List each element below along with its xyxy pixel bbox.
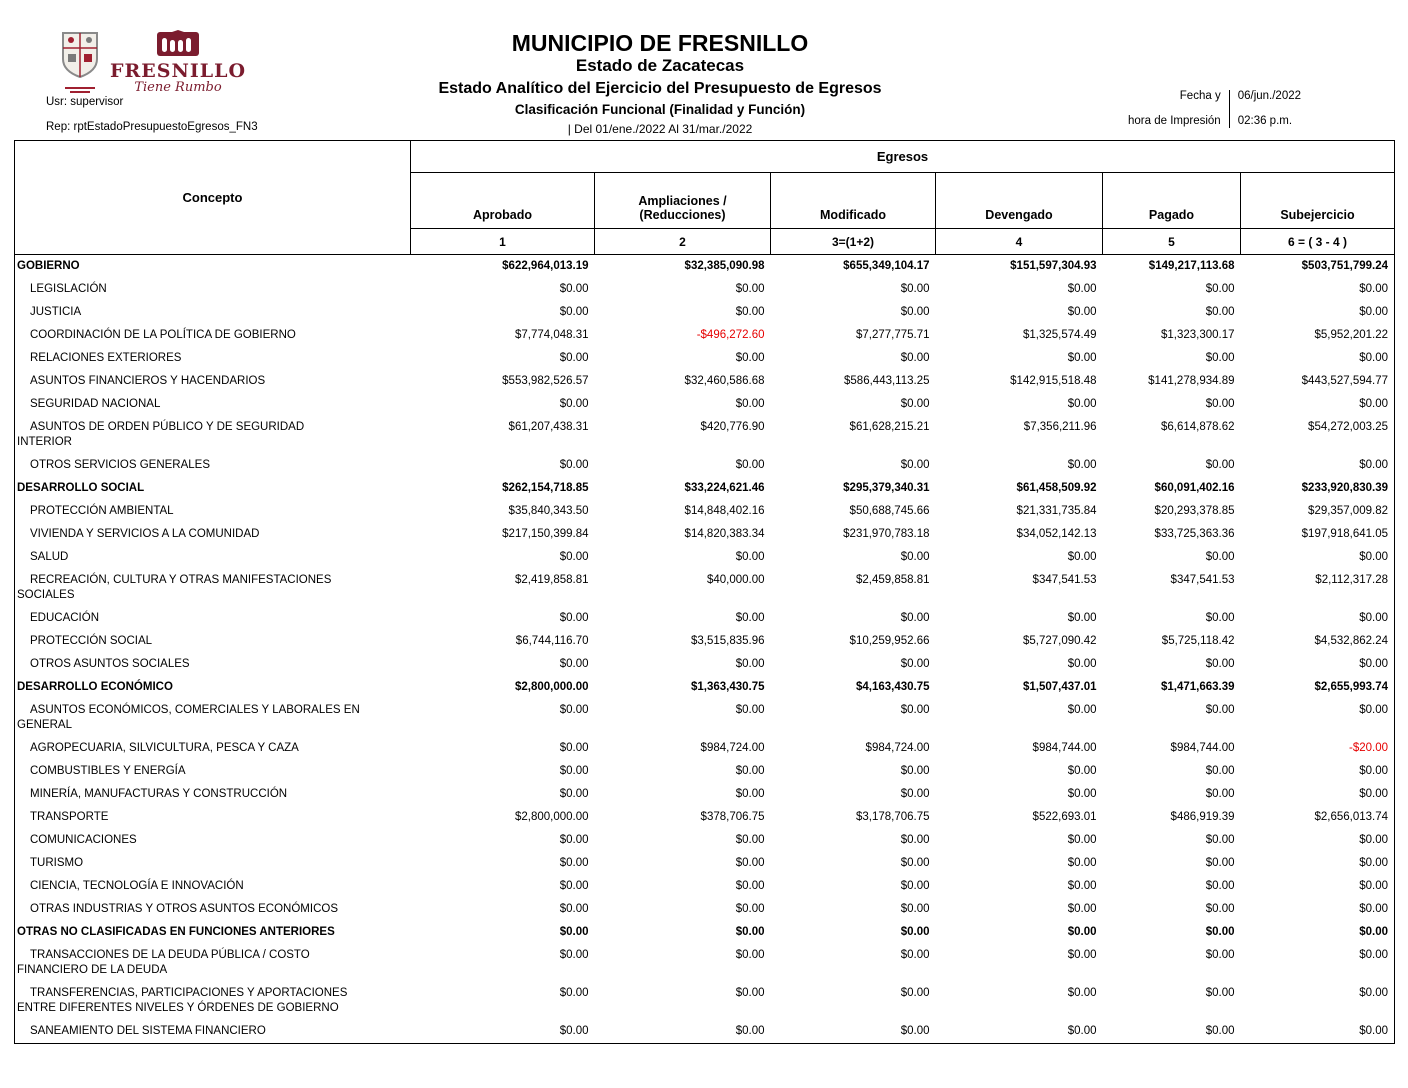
table-row — [15, 416, 1395, 454]
amount-cell: $0.00 — [900, 551, 930, 563]
print-time-label: hora de Impresión — [1128, 115, 1221, 127]
table-row — [15, 676, 1395, 699]
amount-cell: $0.00 — [1067, 834, 1097, 846]
concept-column-header: Concepto — [15, 141, 411, 255]
amount-cell: $0.00 — [735, 1025, 765, 1037]
amount-cell: $0.00 — [735, 306, 765, 318]
amount-cell: $0.00 — [1359, 551, 1388, 563]
amount-cell: $0.00 — [1067, 658, 1097, 670]
column-header-subejercicio: Subejercicio — [1241, 173, 1395, 229]
table-row — [15, 630, 1395, 653]
table-row — [15, 783, 1395, 806]
report-title: Estado Analítico del Ejercicio del Presupuesto de Egresos — [438, 80, 882, 97]
amount-cell: $0.00 — [1067, 987, 1097, 999]
amount-cell: $0.00 — [735, 704, 765, 716]
concept-cell: JUSTICIA — [30, 306, 82, 318]
concept-cell: COORDINACIÓN DE LA POLÍTICA DE GOBIERNO — [30, 329, 296, 341]
concept-cell: DESARROLLO ECONÓMICO — [17, 681, 173, 693]
amount-cell: $0.00 — [559, 788, 589, 800]
concept-cell: RELACIONES EXTERIORES — [30, 352, 182, 364]
amount-cell: $33,224,621.46 — [684, 482, 765, 494]
table-row — [15, 944, 1395, 982]
table-row — [15, 546, 1395, 569]
amount-cell: $0.00 — [559, 459, 589, 471]
amount-cell: $0.00 — [559, 926, 589, 938]
amount-cell: $0.00 — [1205, 398, 1235, 410]
coat-of-arms-icon — [60, 30, 100, 85]
amount-cell: $0.00 — [900, 306, 930, 318]
amount-cell: $0.00 — [1359, 658, 1388, 670]
print-date-value: 06/jun./2022 — [1237, 90, 1302, 102]
amount-cell: $7,277,775.71 — [855, 329, 930, 341]
amount-cell: $0.00 — [1067, 612, 1097, 624]
table-row — [15, 760, 1395, 783]
amount-cell: $0.00 — [1359, 398, 1388, 410]
amount-cell: $0.00 — [735, 987, 765, 999]
amount-cell: $503,751,799.24 — [1301, 260, 1388, 272]
amount-cell: $0.00 — [1067, 459, 1097, 471]
amount-cell: $0.00 — [900, 788, 930, 800]
amount-cell: $0.00 — [1359, 949, 1388, 961]
amount-cell: $1,325,574.49 — [1022, 329, 1097, 341]
table-row — [15, 523, 1395, 546]
amount-cell: $7,356,211.96 — [1023, 421, 1097, 433]
amount-cell: $0.00 — [559, 612, 589, 624]
crest-caption-decoration — [65, 87, 95, 93]
table-row — [15, 737, 1395, 760]
amount-cell: $0.00 — [735, 658, 765, 670]
amount-cell: $443,527,594.77 — [1301, 375, 1388, 387]
amount-cell: $4,532,862.24 — [1314, 635, 1388, 647]
concept-cell: SALUD — [30, 551, 69, 563]
amount-cell: $0.00 — [1359, 704, 1388, 716]
amount-cell: $0.00 — [559, 834, 589, 846]
amount-cell: $21,331,735.84 — [1016, 505, 1097, 517]
amount-cell: $586,443,113.25 — [844, 375, 930, 387]
amount-cell: $0.00 — [559, 987, 589, 999]
concept-cell: DESARROLLO SOCIAL — [17, 482, 145, 494]
amount-cell: $0.00 — [1205, 459, 1235, 471]
report-titles — [150, 30, 1170, 136]
amount-cell: $0.00 — [900, 459, 930, 471]
amount-cell: $0.00 — [1359, 788, 1388, 800]
amount-cell: $29,357,009.82 — [1308, 505, 1388, 517]
amount-cell: $7,774,048.31 — [514, 329, 589, 341]
amount-cell: $0.00 — [559, 880, 589, 892]
table-body — [15, 255, 1395, 1044]
print-meta — [1128, 90, 1301, 128]
amount-cell: $1,363,430.75 — [690, 681, 765, 693]
amount-cell: $0.00 — [900, 949, 930, 961]
egresos-section-header: Egresos — [411, 141, 1395, 173]
amount-cell: $2,800,000.00 — [514, 681, 589, 693]
amount-cell: $0.00 — [900, 1025, 930, 1037]
concept-cell: TURISMO — [30, 857, 84, 869]
amount-cell: $0.00 — [735, 834, 765, 846]
amount-cell: $0.00 — [1205, 788, 1235, 800]
amount-cell: $2,656,013.74 — [1314, 811, 1388, 823]
amount-cell: $0.00 — [735, 398, 765, 410]
column-number-6: 6 = ( 3 - 4 ) — [1241, 229, 1395, 255]
concept-cell: TRANSFERENCIAS, PARTICIPACIONES Y APORTACIONES ENTRE DIFERENTES NIVELES Y ÓRDENES DE GOBIERNO — [17, 987, 348, 1014]
table-row — [15, 278, 1395, 301]
amount-cell: $0.00 — [559, 742, 589, 754]
amount-cell: $0.00 — [559, 1025, 589, 1037]
amount-cell: $295,379,340.31 — [843, 482, 930, 494]
concept-cell: LEGISLACIÓN — [30, 283, 107, 295]
budget-table — [14, 140, 1395, 1044]
amount-cell: $0.00 — [900, 903, 930, 915]
column-header-devengado: Devengado — [936, 173, 1103, 229]
table-row — [15, 653, 1395, 676]
table-row — [15, 477, 1395, 500]
amount-cell: $0.00 — [735, 949, 765, 961]
amount-cell: $0.00 — [900, 612, 930, 624]
amount-cell: $0.00 — [1205, 658, 1235, 670]
amount-cell: $655,349,104.17 — [843, 260, 930, 272]
amount-cell: $0.00 — [1067, 551, 1097, 563]
amount-cell: $0.00 — [1359, 926, 1388, 938]
concept-cell: EDUCACIÓN — [30, 612, 100, 624]
amount-cell: $0.00 — [559, 306, 589, 318]
amount-cell: $0.00 — [1359, 1025, 1388, 1037]
column-number-1: 1 — [411, 229, 595, 255]
amount-cell: $0.00 — [1205, 903, 1235, 915]
amount-cell: $0.00 — [900, 857, 930, 869]
concept-cell: PROTECCIÓN AMBIENTAL — [30, 505, 174, 517]
amount-cell: $984,724.00 — [700, 742, 765, 754]
column-header-aprobado: Aprobado — [411, 173, 595, 229]
amount-cell: $0.00 — [559, 398, 589, 410]
amount-cell: $0.00 — [1205, 834, 1235, 846]
amount-cell: $20,293,378.85 — [1154, 505, 1235, 517]
amount-cell: $984,724.00 — [865, 742, 930, 754]
amount-cell: -$496,272.60 — [696, 329, 765, 341]
concept-cell: TRANSPORTE — [30, 811, 109, 823]
amount-cell: $0.00 — [1067, 949, 1097, 961]
table-row — [15, 569, 1395, 607]
amount-cell: $5,727,090.42 — [1022, 635, 1097, 647]
table-row — [15, 875, 1395, 898]
amount-cell: $0.00 — [1359, 834, 1388, 846]
amount-cell: $2,112,317.28 — [1315, 574, 1388, 586]
logo-tagline: Tiene Rumbo — [134, 80, 222, 95]
amount-cell: $522,693.01 — [1032, 811, 1097, 823]
amount-cell: $0.00 — [1067, 903, 1097, 915]
amount-cell: $0.00 — [1067, 283, 1097, 295]
amount-cell: $2,655,993.74 — [1314, 681, 1388, 693]
amount-cell: $60,091,402.16 — [1154, 482, 1235, 494]
amount-cell: $0.00 — [900, 880, 930, 892]
amount-cell: -$20.00 — [1348, 742, 1388, 754]
amount-cell: $0.00 — [1067, 1025, 1097, 1037]
amount-cell: $10,259,952.66 — [849, 635, 930, 647]
amount-cell: $4,163,430.75 — [855, 681, 930, 693]
amount-cell: $0.00 — [1067, 352, 1097, 364]
amount-cell: $61,458,509.92 — [1016, 482, 1097, 494]
amount-cell: $34,052,142.13 — [1016, 528, 1097, 540]
amount-cell: $0.00 — [735, 765, 765, 777]
amount-cell: $0.00 — [1359, 459, 1388, 471]
concept-cell: SANEAMIENTO DEL SISTEMA FINANCIERO — [30, 1025, 266, 1037]
amount-cell: $0.00 — [1205, 1025, 1235, 1037]
table-row — [15, 324, 1395, 347]
amount-cell: $0.00 — [1205, 926, 1235, 938]
amount-cell: $142,915,518.48 — [1010, 375, 1097, 387]
amount-cell: $33,725,363.36 — [1154, 528, 1235, 540]
amount-cell: $0.00 — [1359, 857, 1388, 869]
amount-cell: $0.00 — [559, 903, 589, 915]
amount-cell: $0.00 — [1067, 857, 1097, 869]
amount-cell: $0.00 — [1359, 352, 1388, 364]
amount-cell: $231,970,783.18 — [843, 528, 930, 540]
amount-cell: $0.00 — [735, 459, 765, 471]
amount-cell: $0.00 — [1067, 765, 1097, 777]
table-row — [15, 1020, 1395, 1044]
amount-cell: $0.00 — [1067, 398, 1097, 410]
amount-cell: $233,920,830.39 — [1301, 482, 1388, 494]
amount-cell: $14,820,383.34 — [684, 528, 765, 540]
amount-cell: $0.00 — [900, 834, 930, 846]
amount-cell: $0.00 — [559, 704, 589, 716]
table-row — [15, 921, 1395, 944]
amount-cell: $420,776.90 — [700, 421, 765, 433]
concept-cell: TRANSACCIONES DE LA DEUDA PÚBLICA / COSTO FINANCIERO DE LA DEUDA — [17, 949, 310, 976]
concept-cell: ASUNTOS FINANCIEROS Y HACENDARIOS — [30, 375, 266, 387]
table-row — [15, 454, 1395, 477]
column-header-pagado: Pagado — [1103, 173, 1241, 229]
amount-cell: $0.00 — [1205, 987, 1235, 999]
amount-cell: $54,272,003.25 — [1308, 421, 1388, 433]
amount-cell: $0.00 — [1205, 306, 1235, 318]
amount-cell: $3,178,706.75 — [855, 811, 930, 823]
concept-cell: RECREACIÓN, CULTURA Y OTRAS MANIFESTACIONES SOCIALES — [17, 574, 332, 601]
report-id-label: Rep: rptEstadoPresupuestoEgresos_FN3 — [46, 121, 258, 133]
amount-cell: $378,706.75 — [700, 811, 765, 823]
classification-subtitle: Clasificación Funcional (Finalidad y Función) — [514, 102, 806, 117]
amount-cell: $0.00 — [900, 765, 930, 777]
concept-cell: AGROPECUARIA, SILVICULTURA, PESCA Y CAZA — [30, 742, 299, 754]
amount-cell: $0.00 — [559, 765, 589, 777]
concept-cell: OTROS ASUNTOS SOCIALES — [30, 658, 190, 670]
print-time-value: 02:36 p.m. — [1237, 115, 1293, 127]
amount-cell: $149,217,113.68 — [1148, 260, 1235, 272]
amount-cell: $0.00 — [1359, 765, 1388, 777]
amount-cell: $197,918,641.05 — [1301, 528, 1388, 540]
table-row — [15, 898, 1395, 921]
amount-cell: $151,597,304.93 — [1010, 260, 1097, 272]
amount-cell: $0.00 — [1205, 857, 1235, 869]
period-label: | Del 01/ene./2022 Al 31/mar./2022 — [567, 122, 753, 136]
table-row — [15, 607, 1395, 630]
amount-cell: $0.00 — [900, 704, 930, 716]
amount-cell: $0.00 — [1067, 306, 1097, 318]
amount-cell: $0.00 — [1205, 880, 1235, 892]
amount-cell: $0.00 — [1359, 903, 1388, 915]
amount-cell: $0.00 — [1205, 765, 1235, 777]
amount-cell: $0.00 — [735, 926, 765, 938]
amount-cell: $32,385,090.98 — [684, 260, 765, 272]
amount-cell: $622,964,013.19 — [502, 260, 589, 272]
amount-cell: $984,744.00 — [1032, 742, 1097, 754]
amount-cell: $0.00 — [735, 903, 765, 915]
amount-cell: $0.00 — [1359, 283, 1388, 295]
amount-cell: $1,471,663.39 — [1160, 681, 1235, 693]
amount-cell: $61,628,215.21 — [849, 421, 930, 433]
state-subtitle: Estado de Zacatecas — [575, 56, 745, 75]
amount-cell: $1,323,300.17 — [1160, 329, 1235, 341]
amount-cell: $61,207,438.31 — [508, 421, 589, 433]
column-number-4: 4 — [936, 229, 1103, 255]
amount-cell: $0.00 — [1205, 283, 1235, 295]
user-label: Usr: supervisor — [46, 96, 124, 108]
concept-cell: COMBUSTIBLES Y ENERGÍA — [30, 765, 186, 777]
table-row — [15, 255, 1395, 279]
logo-wordmark: FRESNILLO — [110, 60, 247, 82]
amount-cell: $2,419,858.81 — [514, 574, 589, 586]
municipality-title: MUNICIPIO DE FRESNILLO — [511, 30, 809, 56]
amount-cell: $347,541.53 — [1032, 574, 1097, 586]
amount-cell: $0.00 — [900, 398, 930, 410]
concept-cell: PROTECCIÓN SOCIAL — [30, 635, 153, 647]
amount-cell: $0.00 — [735, 788, 765, 800]
concept-cell: OTRAS INDUSTRIAS Y OTROS ASUNTOS ECONÓMICOS — [30, 903, 338, 915]
table-row — [15, 370, 1395, 393]
column-header-modificado: Modificado — [771, 173, 936, 229]
amount-cell: $0.00 — [1359, 306, 1388, 318]
amount-cell: $0.00 — [900, 926, 930, 938]
amount-cell: $32,460,586.68 — [684, 375, 765, 387]
amount-cell: $1,507,437.01 — [1022, 681, 1097, 693]
amount-cell: $40,000.00 — [706, 574, 765, 586]
table-row — [15, 829, 1395, 852]
amount-cell: $0.00 — [559, 857, 589, 869]
amount-cell: $553,982,526.57 — [502, 375, 589, 387]
amount-cell: $0.00 — [1067, 880, 1097, 892]
amount-cell: $0.00 — [900, 987, 930, 999]
amount-cell: $141,278,934.89 — [1148, 375, 1235, 387]
concept-cell: COMUNICACIONES — [30, 834, 137, 846]
column-header-ampliaciones: Ampliaciones / (Reducciones) — [595, 173, 771, 229]
amount-cell: $0.00 — [1359, 880, 1388, 892]
amount-cell: $0.00 — [735, 551, 765, 563]
concept-cell: MINERÍA, MANUFACTURAS Y CONSTRUCCIÓN — [30, 788, 288, 800]
concept-cell: ASUNTOS DE ORDEN PÚBLICO Y DE SEGURIDAD INTERIOR — [17, 421, 305, 448]
amount-cell: $0.00 — [1067, 926, 1097, 938]
amount-cell: $5,952,201.22 — [1314, 329, 1388, 341]
amount-cell: $217,150,399.84 — [502, 528, 589, 540]
table-row — [15, 852, 1395, 875]
concept-cell: OTRAS NO CLASIFICADAS EN FUNCIONES ANTERIORES — [17, 926, 335, 938]
concept-cell: ASUNTOS ECONÓMICOS, COMERCIALES Y LABORALES EN GENERAL — [17, 704, 360, 731]
amount-cell: $0.00 — [735, 880, 765, 892]
amount-cell: $0.00 — [1205, 704, 1235, 716]
amount-cell: $0.00 — [735, 612, 765, 624]
amount-cell: $0.00 — [1359, 612, 1388, 624]
concept-cell: GOBIERNO — [17, 260, 80, 272]
amount-cell: $486,919.39 — [1170, 811, 1235, 823]
column-number-2: 2 — [595, 229, 771, 255]
table-row — [15, 699, 1395, 737]
table-row — [15, 393, 1395, 416]
amount-cell: $0.00 — [559, 551, 589, 563]
amount-cell: $0.00 — [735, 283, 765, 295]
table-row — [15, 500, 1395, 523]
amount-cell: $3,515,835.96 — [690, 635, 765, 647]
amount-cell: $0.00 — [1205, 551, 1235, 563]
amount-cell: $2,459,858.81 — [855, 574, 930, 586]
amount-cell: $0.00 — [559, 283, 589, 295]
amount-cell: $5,725,118.42 — [1161, 635, 1235, 647]
amount-cell: $0.00 — [1205, 612, 1235, 624]
amount-cell: $0.00 — [1205, 949, 1235, 961]
table-row — [15, 301, 1395, 324]
amount-cell: $6,744,116.70 — [515, 635, 589, 647]
amount-cell: $0.00 — [1067, 704, 1097, 716]
table-row — [15, 982, 1395, 1020]
amount-cell: $50,688,745.66 — [849, 505, 930, 517]
amount-cell: $0.00 — [1067, 788, 1097, 800]
concept-cell: VIVIENDA Y SERVICIOS A LA COMUNIDAD — [30, 528, 260, 540]
amount-cell: $984,744.00 — [1170, 742, 1235, 754]
amount-cell: $262,154,718.85 — [502, 482, 589, 494]
amount-cell: $0.00 — [900, 658, 930, 670]
amount-cell: $347,541.53 — [1170, 574, 1235, 586]
amount-cell: $6,614,878.62 — [1160, 421, 1235, 433]
amount-cell: $14,848,402.16 — [684, 505, 765, 517]
table-row — [15, 347, 1395, 370]
print-date-label: Fecha y — [1179, 90, 1221, 102]
amount-cell: $0.00 — [1359, 987, 1388, 999]
amount-cell: $0.00 — [559, 949, 589, 961]
amount-cell: $0.00 — [559, 658, 589, 670]
amount-cell: $0.00 — [559, 352, 589, 364]
amount-cell: $0.00 — [1205, 352, 1235, 364]
amount-cell: $2,800,000.00 — [514, 811, 589, 823]
column-number-3: 3=(1+2) — [771, 229, 936, 255]
amount-cell: $0.00 — [735, 352, 765, 364]
concept-cell: CIENCIA, TECNOLOGÍA E INNOVACIÓN — [30, 880, 244, 892]
report-meta — [46, 96, 258, 134]
amount-cell: $0.00 — [900, 352, 930, 364]
table-row — [15, 806, 1395, 829]
amount-cell: $0.00 — [900, 283, 930, 295]
concept-cell: SEGURIDAD NACIONAL — [30, 398, 161, 410]
amount-cell: $35,840,343.50 — [508, 505, 589, 517]
column-number-5: 5 — [1103, 229, 1241, 255]
concept-cell: OTROS SERVICIOS GENERALES — [30, 459, 211, 471]
amount-cell: $0.00 — [735, 857, 765, 869]
